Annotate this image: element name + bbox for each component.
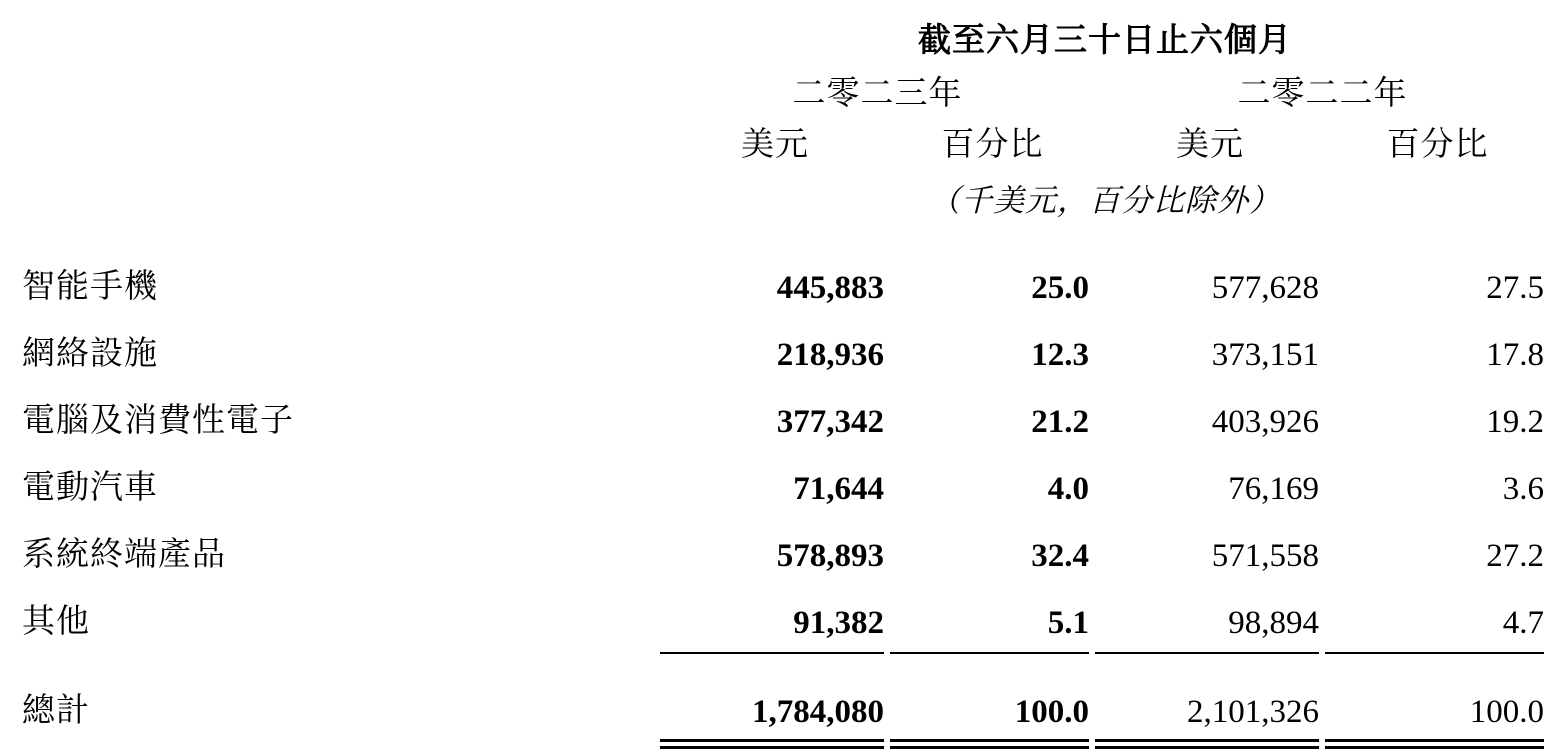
header-year-2023: 二零二三年 xyxy=(792,76,963,112)
cell-usd-2023: 377,342 xyxy=(776,404,884,440)
cell-pct-2022: 19.2 xyxy=(1486,404,1544,440)
cell-usd-2023: 578,893 xyxy=(776,538,884,574)
cell-usd-2022: 76,169 xyxy=(1228,471,1319,507)
cell-usd-2022: 373,151 xyxy=(1211,337,1319,373)
cell-pct-2023: 12.3 xyxy=(1031,337,1089,373)
total-pct-2022: 100.0 xyxy=(1469,694,1544,730)
double-rule-usd-2022 xyxy=(1095,737,1325,749)
header-period-row xyxy=(0,0,1562,67)
header-column-row xyxy=(0,118,1562,169)
header-usd-2022: 美元 xyxy=(1176,127,1244,163)
cell-pct-2022: 27.2 xyxy=(1486,538,1544,574)
cell-usd-2022: 571,558 xyxy=(1211,538,1319,574)
cell-pct-2023: 21.2 xyxy=(1031,404,1089,440)
cell-usd-2022: 98,894 xyxy=(1228,605,1319,641)
cell-pct-2023: 5.1 xyxy=(1047,605,1089,641)
double-rule-pct-2023 xyxy=(890,737,1095,749)
cell-pct-2023: 32.4 xyxy=(1031,538,1089,574)
table-row xyxy=(0,451,1562,518)
double-rule-pct-2022 xyxy=(1325,737,1550,749)
row-label: 電動汽車 xyxy=(22,470,158,506)
table-body xyxy=(0,250,1562,749)
cell-pct-2022: 27.5 xyxy=(1486,270,1544,306)
row-label: 其他 xyxy=(22,604,90,640)
header-empty-cell xyxy=(0,67,660,118)
total-row xyxy=(0,654,1562,737)
total-usd-2022: 2,101,326 xyxy=(1187,694,1319,730)
cell-usd-2023: 71,644 xyxy=(793,471,884,507)
cell-usd-2023: 445,883 xyxy=(776,270,884,306)
header-year-row xyxy=(0,67,1562,118)
table-row xyxy=(0,384,1562,451)
double-rule-usd-2023 xyxy=(660,737,890,749)
table-row xyxy=(0,250,1562,317)
cell-usd-2023: 218,936 xyxy=(776,337,884,373)
total-usd-2023: 1,784,080 xyxy=(752,694,884,730)
header-period: 截至六月三十日止六個月 xyxy=(918,23,1292,59)
header-unit-note-row xyxy=(0,169,1562,250)
header-empty-cell xyxy=(0,169,660,250)
unit-note: （千美元，百分比除外） xyxy=(929,183,1281,218)
header-year-2022: 二零二二年 xyxy=(1237,76,1408,112)
total-pct-2023: 100.0 xyxy=(1014,694,1089,730)
cell-pct-2023: 4.0 xyxy=(1047,471,1089,507)
total-double-rule-row xyxy=(0,737,1562,749)
cell-pct-2022: 17.8 xyxy=(1486,337,1544,373)
cell-pct-2022: 3.6 xyxy=(1502,471,1544,507)
cell-pct-2022: 4.7 xyxy=(1502,605,1544,641)
table-header xyxy=(0,0,1562,250)
cell-pct-2023: 25.0 xyxy=(1031,270,1089,306)
table-row xyxy=(0,518,1562,585)
header-empty-cell xyxy=(0,0,660,67)
header-pct-2023: 百分比 xyxy=(941,127,1044,163)
row-label: 系統終端產品 xyxy=(22,537,226,573)
table-row xyxy=(0,585,1562,652)
row-label: 網絡設施 xyxy=(22,336,158,372)
header-pct-2022: 百分比 xyxy=(1386,127,1489,163)
total-label: 總計 xyxy=(22,693,90,729)
header-usd-2023: 美元 xyxy=(741,127,809,163)
row-label: 電腦及消費性電子 xyxy=(22,403,294,439)
cell-usd-2022: 403,926 xyxy=(1211,404,1319,440)
table-row xyxy=(0,317,1562,384)
row-label: 智能手機 xyxy=(22,269,158,305)
cell-usd-2022: 577,628 xyxy=(1211,270,1319,306)
cell-usd-2023: 91,382 xyxy=(793,605,884,641)
header-empty-cell xyxy=(0,118,660,169)
